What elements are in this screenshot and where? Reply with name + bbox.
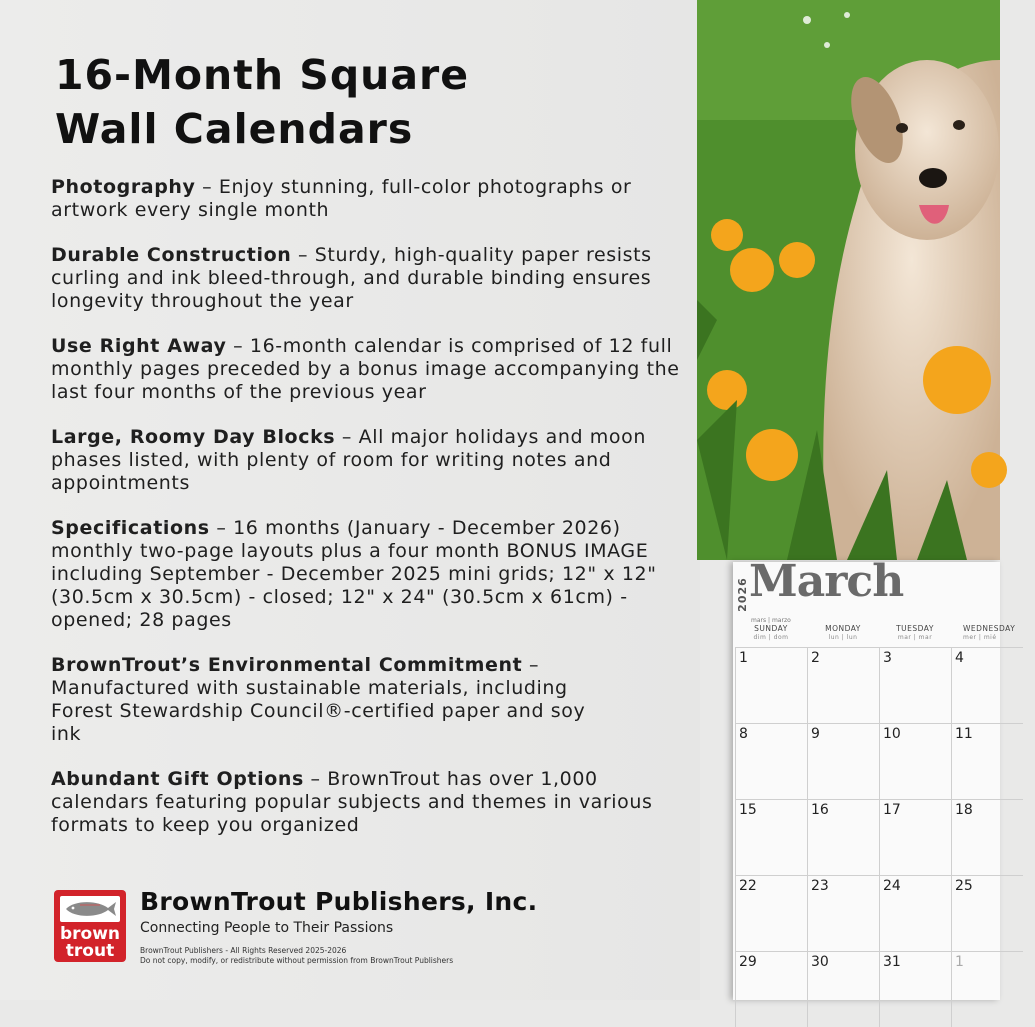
feature-photography bbox=[51, 176, 691, 222]
calendar-day: 1 bbox=[735, 647, 807, 723]
publisher-legal bbox=[140, 946, 453, 966]
day-header-wednesday: WEDNESDAY mer | mié bbox=[963, 624, 1016, 641]
calendar-day: 9 bbox=[807, 723, 879, 799]
feature-text: – BrownTrout has over 1,000 calendars featuring popular subjects and themes in various formats to keep you organized bbox=[51, 768, 653, 836]
feature-heading: Large, Roomy Day Blocks bbox=[51, 426, 336, 448]
feature-text: – Manufactured with sustainable materials, including Forest Stewardship Council®-certified paper and soy ink bbox=[51, 654, 586, 745]
feature-heading: BrownTrout’s Environmental Commitment bbox=[51, 654, 523, 676]
feature-text: – Sturdy, high-quality paper resists curling and ink bleed-through, and durable binding ensures longevity throughout the year bbox=[51, 244, 652, 312]
calendar-day: 18 bbox=[951, 799, 1023, 875]
calendar-day: 11 bbox=[951, 723, 1023, 799]
feature-text: – Enjoy stunning, full-color photographs or artwork every single month bbox=[51, 176, 632, 221]
feature-text: – All major holidays and moon phases listed, with plenty of room for writing notes and appointments bbox=[51, 426, 646, 494]
day-header-sunday: SUNDAY dim | dom bbox=[753, 624, 789, 641]
calendar-day: 10 bbox=[879, 723, 951, 799]
feature-use-right-away bbox=[51, 335, 691, 404]
day-header-monday: MONDAY lun | lun bbox=[825, 624, 861, 641]
calendar-year: 2026 bbox=[735, 577, 749, 612]
calendar-day: 1 bbox=[951, 951, 1023, 1027]
calendar-day: 2 bbox=[807, 647, 879, 723]
publisher-name: BrownTrout Publishers, Inc. bbox=[140, 887, 538, 916]
feature-specifications bbox=[51, 517, 691, 632]
feature-text: – 16 months (January - December 2026) monthly two-page layouts plus a four month BONUS IMAGE including September - December 2025 mini grids; 12" x 12" (30.5cm x 30.5cm) - closed; 12" x 24" (30.5cm x 61cm) - opened; 28 pages bbox=[51, 517, 657, 631]
calendar-header bbox=[733, 556, 1016, 650]
trout-icon bbox=[60, 896, 120, 922]
dog-photo bbox=[697, 0, 1000, 560]
calendar-page bbox=[733, 556, 1016, 1000]
calendar-day: 23 bbox=[807, 875, 879, 951]
calendar-day: 17 bbox=[879, 799, 951, 875]
feature-heading: Abundant Gift Options bbox=[51, 768, 304, 790]
feature-environmental bbox=[51, 654, 611, 746]
calendar-day: 24 bbox=[879, 875, 951, 951]
title-line-2: Wall Calendars bbox=[55, 105, 414, 153]
logo-text-brown: brown bbox=[59, 924, 121, 944]
calendar-day: 31 bbox=[879, 951, 951, 1027]
calendar-day: 15 bbox=[735, 799, 807, 875]
calendar-day: 30 bbox=[807, 951, 879, 1027]
title-line-1: 16-Month Square bbox=[55, 51, 470, 99]
feature-heading: Durable Construction bbox=[51, 244, 292, 266]
calendar-day: 29 bbox=[735, 951, 807, 1027]
logo-text-trout: trout bbox=[65, 941, 115, 961]
feature-list bbox=[51, 176, 691, 859]
publisher-block bbox=[54, 887, 694, 990]
feature-durable-construction bbox=[51, 244, 691, 313]
calendar-month: March bbox=[749, 556, 904, 607]
feature-text: – 16-month calendar is comprised of 12 full monthly pages preceded by a bonus image accompanying the last four months of the previous year bbox=[51, 335, 680, 403]
calendar-day: 3 bbox=[879, 647, 951, 723]
publisher-tagline: Connecting People to Their Passions bbox=[140, 920, 394, 936]
feature-heading: Photography bbox=[51, 176, 196, 198]
calendar-day: 22 bbox=[735, 875, 807, 951]
calendar-day: 25 bbox=[951, 875, 1023, 951]
calendar-day: 8 bbox=[735, 723, 807, 799]
calendar-month-translation: mars | marzo bbox=[751, 617, 791, 624]
calendar-day: 16 bbox=[807, 799, 879, 875]
browntrout-logo bbox=[54, 890, 126, 962]
legal-line-1: BrownTrout Publishers - All Rights Reserved 2025-2026 bbox=[140, 946, 347, 955]
feature-heading: Use Right Away bbox=[51, 335, 227, 357]
feature-gift-options bbox=[51, 768, 691, 837]
calendar-day: 4 bbox=[951, 647, 1023, 723]
feature-day-blocks bbox=[51, 426, 691, 495]
feature-heading: Specifications bbox=[51, 517, 210, 539]
page-title bbox=[55, 48, 469, 156]
day-header-tuesday: TUESDAY mar | mar bbox=[896, 624, 934, 641]
legal-line-2: Do not copy, modify, or redistribute without permission from BrownTrout Publishers bbox=[140, 956, 454, 965]
